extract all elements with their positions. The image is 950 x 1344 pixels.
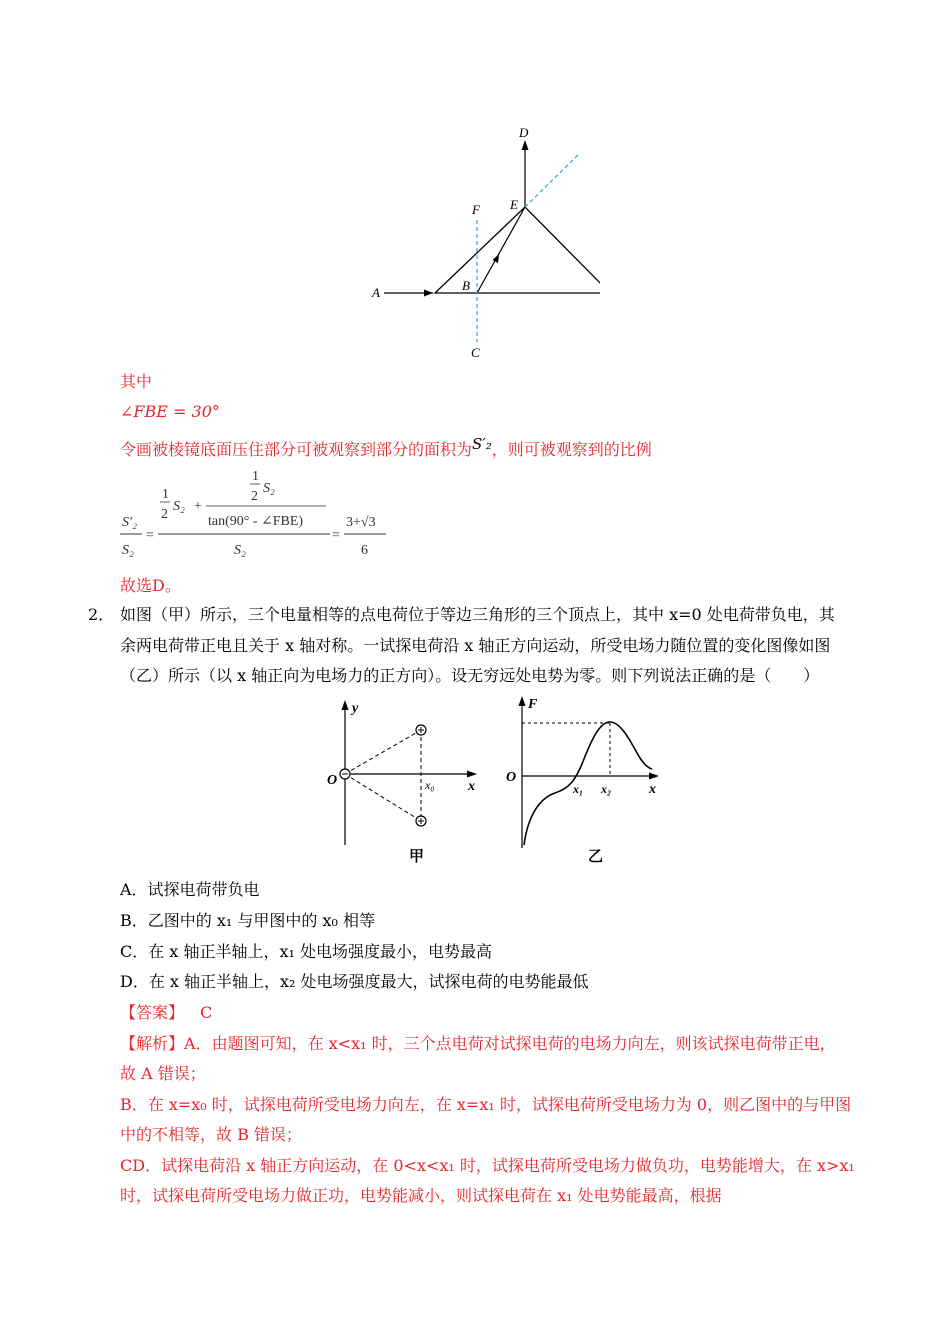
- figure-yi: [500, 690, 670, 870]
- question-stem-line3: （乙）所示（以 x 轴正向为电场力的正方向）。设无穷远处电势为零。则下列说法正确的是（ ）: [120, 666, 820, 685]
- rhs-denominator: 6: [361, 543, 368, 558]
- area-text-post: ，则可被观察到的比例: [491, 440, 652, 459]
- answer-value: C: [200, 1003, 213, 1022]
- ray-a-arrow: [424, 290, 433, 297]
- yi-f-label: F: [528, 697, 538, 712]
- label-f: F: [472, 202, 480, 217]
- option-c: C．在 x 轴正半轴上，x₁ 处电场强度最小，电势最高: [120, 942, 492, 961]
- jia-caption: 甲: [409, 849, 425, 865]
- solution-conclusion: 故选D。: [120, 576, 181, 595]
- question-stem-line1: 如图（甲）所示，三个电量相等的点电荷位于等边三角形的三个顶点上，其中 x=0 处电荷带负电，其: [120, 605, 835, 624]
- main-denominator: S₂: [234, 543, 246, 558]
- label-e: E: [510, 197, 518, 212]
- solution-angle: ∠FBE = 30°: [120, 402, 220, 421]
- option-a: A．试探电荷带负电: [120, 880, 260, 899]
- ray-ed-arrow: [522, 140, 529, 150]
- svg-text:=: =: [146, 528, 154, 543]
- half-1-num: 1: [162, 487, 169, 502]
- label-d: D: [519, 125, 529, 140]
- ray-be-arrow: [493, 254, 500, 263]
- yi-x-label: x: [649, 782, 656, 797]
- yi-x1: x₁: [573, 782, 584, 796]
- tan-expression: tan(90° - ∠FBE): [208, 514, 304, 529]
- svg-text:=: =: [332, 528, 340, 543]
- analysis-line-3: B．在 x=x₀ 时，试探电荷所受电场力向左，在 x=x₁ 时，试探电荷所受电场力为 0，则乙图中的与甲图: [120, 1095, 852, 1114]
- answer-label: 【答案】: [120, 1003, 185, 1022]
- ratio-formula: [118, 468, 408, 568]
- question-number: 2．: [88, 605, 115, 624]
- analysis-line-2: 故 A 错误；: [120, 1064, 206, 1083]
- analysis-label: 【解析】: [120, 1034, 185, 1053]
- half-2-den: 2: [251, 489, 258, 504]
- solution-qizhong: 其中: [120, 372, 153, 391]
- answer-line: [120, 1003, 212, 1023]
- jia-x-label: x: [468, 779, 475, 794]
- question-stem-line2: 余两电荷带正电且关于 x 轴对称。一试探电荷沿 x 轴正方向运动，所受电场力随位置的变化图像如图: [120, 636, 831, 655]
- lhs-numerator: S′₂: [122, 515, 137, 530]
- yi-x2: x₂: [601, 782, 612, 796]
- analysis-line-4: 中的不相等，故 B 错误；: [120, 1125, 302, 1144]
- label-c: C: [471, 345, 480, 360]
- force-curve: [524, 722, 652, 845]
- solution-area-text: [120, 435, 652, 460]
- ray-be: [477, 207, 525, 293]
- option-b: B．乙图中的 x₁ 与甲图中的 x₀ 相等: [120, 911, 375, 930]
- s2-term: S₂: [173, 499, 185, 514]
- analysis-line-5: CD．试探电荷沿 x 轴正方向运动，在 0<x<x₁ 时，试探电荷所受电场力做负功，电势能增大，在 x>x₁: [120, 1156, 855, 1175]
- half-2-num: 1: [252, 469, 259, 484]
- yi-caption: 乙: [588, 849, 604, 865]
- half-1-den: 2: [161, 507, 168, 522]
- jia-y-label: y: [352, 701, 359, 716]
- jia-x0: x₀: [425, 778, 435, 792]
- label-a: A: [372, 285, 380, 300]
- prism-figure: [360, 120, 600, 365]
- svg-text:+: +: [194, 499, 202, 514]
- figure-jia: [320, 695, 490, 870]
- area-text-pre: 令画被棱镜底面压住部分可被观察到部分的面积为: [120, 440, 473, 459]
- s2-nested: S₂: [263, 481, 275, 496]
- rhs-numerator: 3+√3: [346, 515, 376, 530]
- label-b: B: [462, 278, 470, 293]
- jia-origin: O: [327, 773, 338, 788]
- lhs-denominator: S₂: [122, 543, 134, 558]
- area-symbol: S′₂: [472, 435, 492, 453]
- analysis-line-1: [120, 1034, 836, 1054]
- normal-e: [525, 153, 580, 207]
- analysis-line-6: 时，试探电荷所受电场力做正功，电势能减小，则试探电荷在 x₁ 处电势能最高，根据: [120, 1186, 722, 1205]
- option-d: D．在 x 轴正半轴上，x₂ 处电场强度最大，试探电荷的电势能最低: [120, 972, 589, 991]
- analysis-text-1: A．由题图可知，在 x<x₁ 时，三个点电荷对试探电荷的电场力向左，则该试探电荷带正电，: [184, 1034, 836, 1053]
- yi-origin: O: [506, 770, 517, 785]
